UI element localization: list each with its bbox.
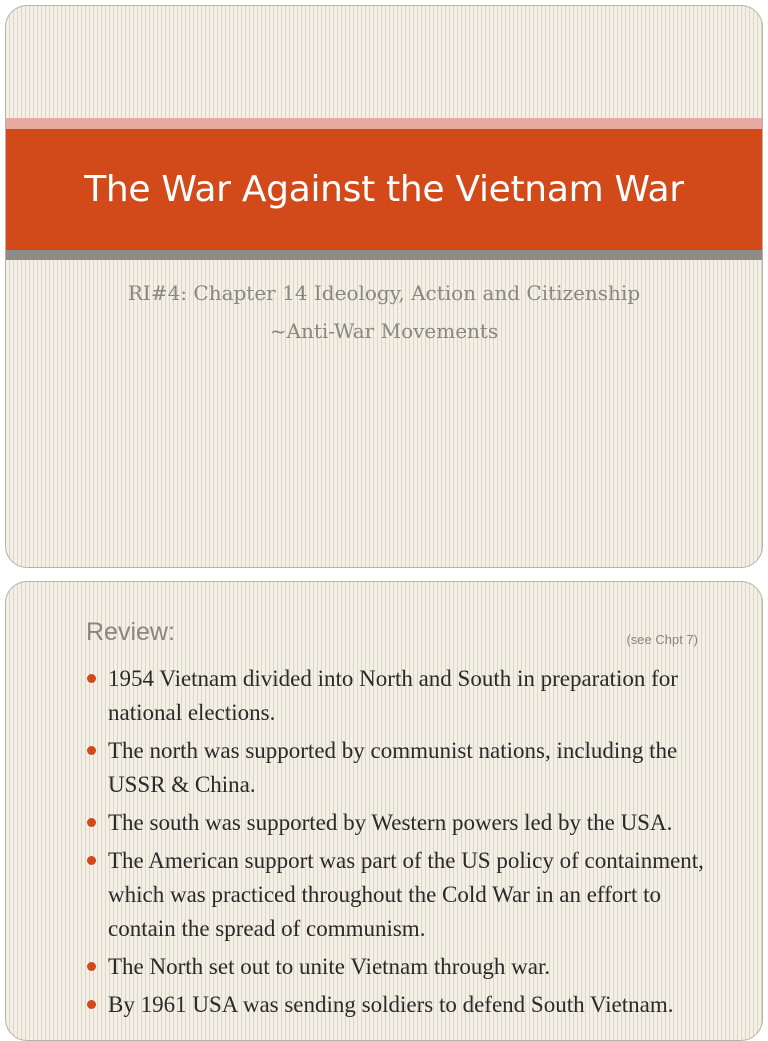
title-top-stripe bbox=[6, 118, 762, 129]
bullet-text: The north was supported by communist nations, including the USSR & China. bbox=[108, 738, 678, 797]
bullet-dot-icon bbox=[87, 746, 96, 755]
subtitle-line-1: RI#4: Chapter 14 Ideology, Action and Citizenship bbox=[127, 281, 641, 305]
bullet-text: 1954 Vietnam divided into North and South in preparation for national elections. bbox=[108, 666, 678, 725]
title-slide bbox=[5, 5, 763, 568]
review-slide bbox=[5, 581, 763, 1041]
bullet-text: The North set out to unite Vietnam through war. bbox=[108, 954, 551, 979]
title-bottom-stripe bbox=[6, 250, 762, 260]
bullet-dot-icon bbox=[87, 818, 96, 827]
bullet-dot-icon bbox=[87, 674, 96, 683]
bullet-dot-icon bbox=[87, 1000, 96, 1009]
review-heading: Review: bbox=[86, 618, 175, 646]
bullet-text: The American support was part of the US policy of containment, which was practiced throughout the Cold War in an effort to contain the spread of communism. bbox=[108, 848, 704, 941]
bullet-text: The south was supported by Western powers led by the USA. bbox=[108, 810, 673, 835]
review-bullet-list bbox=[84, 662, 724, 1026]
bullet-item bbox=[84, 662, 724, 730]
bullet-item bbox=[84, 734, 724, 802]
slide-title: The War Against the Vietnam War bbox=[84, 169, 684, 210]
review-note: (see Chpt 7) bbox=[626, 632, 698, 647]
bullet-dot-icon bbox=[87, 856, 96, 865]
title-band bbox=[6, 129, 762, 250]
bullet-item bbox=[84, 988, 724, 1022]
bullet-text: By 1961 USA was sending soldiers to defend South Vietnam. bbox=[108, 992, 674, 1017]
bullet-item bbox=[84, 806, 724, 840]
bullet-dot-icon bbox=[87, 962, 96, 971]
slide-subtitle bbox=[6, 274, 762, 350]
bullet-item bbox=[84, 950, 724, 984]
bullet-item bbox=[84, 844, 724, 946]
subtitle-line-2: ~Anti-War Movements bbox=[269, 319, 499, 343]
